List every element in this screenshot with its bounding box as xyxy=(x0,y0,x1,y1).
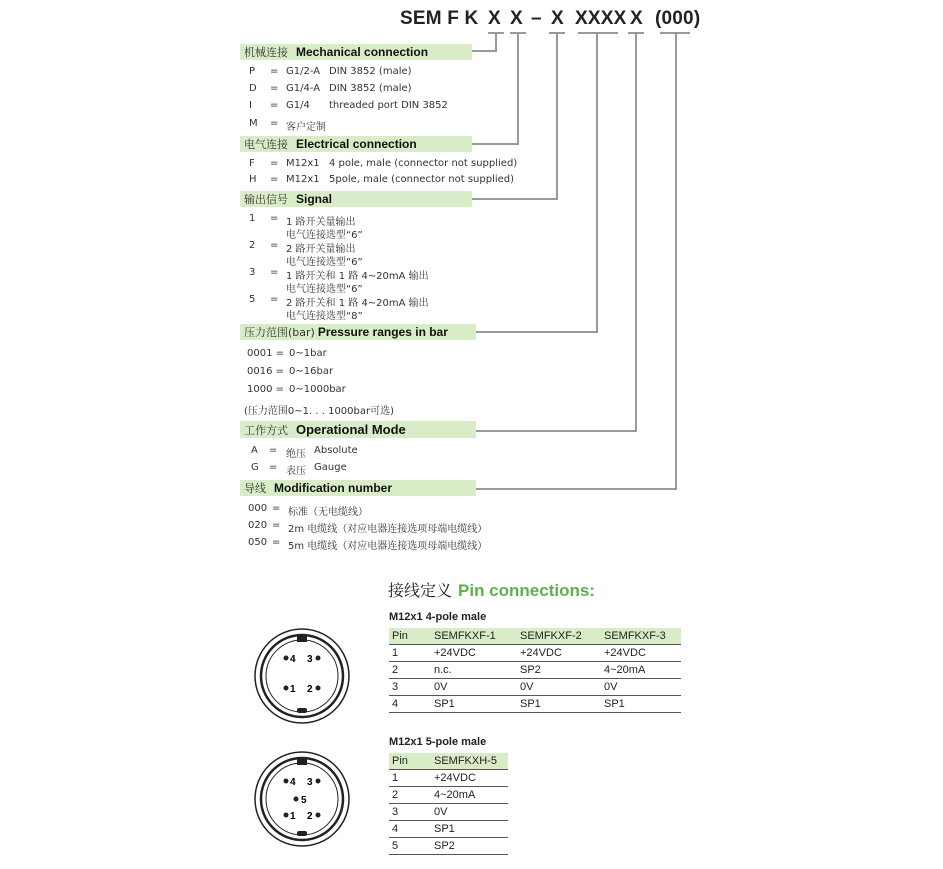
equals-sign: = xyxy=(270,66,279,77)
table-cell: 0V xyxy=(431,679,517,696)
pin-label: 5 xyxy=(301,795,307,806)
section-title-cn: 导线 xyxy=(244,482,266,495)
option-value: 0~1000bar xyxy=(289,384,346,395)
table-row xyxy=(389,838,508,855)
table-row xyxy=(389,787,508,804)
equals-sign: = xyxy=(270,158,279,169)
option-value: 客户定制 xyxy=(286,122,326,133)
option-code: 020 xyxy=(248,520,268,531)
table-cell: 4 xyxy=(389,696,431,713)
section-title-cn: 电气连接 xyxy=(244,138,288,151)
order-code-electrical: X xyxy=(510,8,523,29)
section-title-en: Mechanical connection xyxy=(296,45,429,59)
pin-label: 4 xyxy=(290,777,296,788)
option-description: Absolute xyxy=(314,445,358,456)
table-cell: SP1 xyxy=(517,696,601,713)
option-code: 0016 = xyxy=(247,366,285,377)
option-description: Gauge xyxy=(314,462,347,473)
section-title-en: Operational Mode xyxy=(296,422,406,437)
option-value: 1 路开关量输出 xyxy=(286,217,356,228)
option-description: 5pole, male (connector not supplied) xyxy=(329,174,515,185)
section-title-cn: 压力范围(bar) xyxy=(244,326,315,339)
section-title-cn: 工作方式 xyxy=(244,424,288,437)
pin-label: 2 xyxy=(307,811,313,822)
table-row xyxy=(389,645,681,662)
order-code-prefix: SEM F K xyxy=(400,8,479,29)
table-row xyxy=(389,696,681,713)
table-row xyxy=(389,770,508,787)
table4-subtitle: M12x1 4-pole male xyxy=(389,611,487,623)
option-value: 2 路开关量输出 xyxy=(286,244,356,255)
equals-sign: = xyxy=(270,83,279,94)
section-title-en: Signal xyxy=(296,192,333,206)
pin-connections-title xyxy=(388,578,595,601)
pressure-note: (压力范围0~1. . . 1000bar可选) xyxy=(244,406,395,417)
order-code-dash: – xyxy=(531,8,542,29)
table-cell: +24VDC xyxy=(601,645,681,662)
table-cell: +24VDC xyxy=(517,645,601,662)
option-value: 0~1bar xyxy=(289,348,327,359)
option-code: 3 xyxy=(249,267,256,278)
section-header-pressure xyxy=(240,324,476,340)
table-header-row xyxy=(389,628,681,645)
option-value: G1/2-A xyxy=(286,66,321,77)
table-cell: 2 xyxy=(389,787,431,804)
option-code: D xyxy=(249,83,257,94)
table-cell: 4~20mA xyxy=(601,662,681,679)
table-cell: +24VDC xyxy=(431,645,517,662)
table-row xyxy=(389,662,681,679)
order-code-mode: X xyxy=(630,8,643,29)
equals-sign: = xyxy=(270,118,279,129)
section-title-en: Pressure ranges in bar xyxy=(317,325,448,339)
table-cell: 0V xyxy=(431,804,508,821)
order-code-mechanical: X xyxy=(488,8,501,29)
equals-sign: = xyxy=(270,213,279,224)
option-description: 电气连接选型“6” xyxy=(286,230,363,241)
option-code: F xyxy=(249,158,255,169)
equals-sign: = xyxy=(269,445,278,456)
table-cell: SP2 xyxy=(517,662,601,679)
table-header: SEMFKXF-3 xyxy=(601,628,681,645)
option-code: 000 xyxy=(248,503,268,514)
option-value: G1/4 xyxy=(286,100,310,111)
option-code: 050 xyxy=(248,537,268,548)
option-description: 电气连接选型“6” xyxy=(286,257,363,268)
table-cell: 5 xyxy=(389,838,431,855)
table-cell: 0V xyxy=(517,679,601,696)
option-code: H xyxy=(249,174,257,185)
option-value: 标准（无电缆线） xyxy=(288,507,368,518)
equals-sign: = xyxy=(269,462,278,473)
option-value: 表压 xyxy=(286,466,306,477)
table-row xyxy=(389,679,681,696)
option-code: 1000 = xyxy=(247,384,285,395)
section-header-signal xyxy=(240,191,472,207)
table-cell: 1 xyxy=(389,770,431,787)
equals-sign: = xyxy=(272,520,281,531)
option-code: M xyxy=(249,118,258,129)
table-row xyxy=(389,821,508,838)
table-cell: SP1 xyxy=(431,821,508,838)
table-cell: 3 xyxy=(389,804,431,821)
option-description: 电气连接选型“6” xyxy=(286,284,363,295)
table-header: SEMFKXH-5 xyxy=(431,753,508,770)
table-cell: 1 xyxy=(389,645,431,662)
option-description: 电气连接选型“8” xyxy=(286,311,363,322)
order-code-pressure: XXXX xyxy=(575,8,627,29)
equals-sign: = xyxy=(270,267,279,278)
option-description: DIN 3852 (male) xyxy=(329,83,412,94)
section-title-cn: 机械连接 xyxy=(244,46,288,59)
option-code: 1 xyxy=(249,213,256,224)
pin-table-5pole xyxy=(389,753,508,855)
table-cell: +24VDC xyxy=(431,770,508,787)
pin-label: 1 xyxy=(290,811,296,822)
section-title-en: Electrical connection xyxy=(296,137,417,151)
section-header-mechanical xyxy=(240,44,472,60)
table-cell: SP2 xyxy=(431,838,508,855)
option-value: M12x1 xyxy=(286,158,320,169)
option-value: M12x1 xyxy=(286,174,320,185)
table-cell: 3 xyxy=(389,679,431,696)
option-description: threaded port DIN 3852 xyxy=(329,100,448,111)
section-title-en: Modification number xyxy=(274,481,392,495)
pin-label: 3 xyxy=(307,654,313,665)
table-header-row xyxy=(389,753,508,770)
table-cell: 4 xyxy=(389,821,431,838)
pin-label: 2 xyxy=(307,684,313,695)
option-value: 绝压 xyxy=(286,449,306,460)
section-header-mode xyxy=(240,421,476,438)
order-code-signal: X xyxy=(551,8,564,29)
table-cell: 0V xyxy=(601,679,681,696)
option-code: G xyxy=(251,462,259,473)
option-value: 0~16bar xyxy=(289,366,334,377)
table-cell: SP1 xyxy=(601,696,681,713)
equals-sign: = xyxy=(270,100,279,111)
order-code-modification: (000) xyxy=(655,8,701,29)
table-header: SEMFKXF-2 xyxy=(517,628,601,645)
pin-table-4pole xyxy=(389,628,681,713)
option-code: I xyxy=(249,100,252,111)
pin-connections-title-cn: 接线定义 xyxy=(388,583,453,600)
equals-sign: = xyxy=(270,294,279,305)
option-code: 2 xyxy=(249,240,256,251)
option-code: P xyxy=(249,66,256,77)
option-description: DIN 3852 (male) xyxy=(329,66,412,77)
pin-label: 1 xyxy=(290,684,296,695)
pin-label: 3 xyxy=(307,777,313,788)
section-header-modification xyxy=(240,480,476,496)
equals-sign: = xyxy=(270,174,279,185)
option-description: 4 pole, male (connector not supplied) xyxy=(329,158,518,169)
table-cell: 2 xyxy=(389,662,431,679)
connector-4pole-diagram xyxy=(252,626,352,726)
equals-sign: = xyxy=(272,503,281,514)
table-cell: SP1 xyxy=(431,696,517,713)
table-header: SEMFKXF-1 xyxy=(431,628,517,645)
option-value: 1 路开关和 1 路 4~20mA 输出 xyxy=(286,271,429,282)
option-value: 2 路开关和 1 路 4~20mA 输出 xyxy=(286,298,429,309)
pin-connections-title-en: Pin connections: xyxy=(458,581,595,600)
option-code: 0001 = xyxy=(247,348,285,359)
table-cell: n.c. xyxy=(431,662,517,679)
equals-sign: = xyxy=(270,240,279,251)
pin-label: 4 xyxy=(290,654,296,665)
table-cell: 4~20mA xyxy=(431,787,508,804)
option-value: 2m 电缆线（对应电器连接选项母端电缆线） xyxy=(288,524,488,535)
table-header: Pin xyxy=(389,628,431,645)
table5-subtitle: M12x1 5-pole male xyxy=(389,736,487,748)
option-code: 5 xyxy=(249,294,256,305)
section-header-electrical xyxy=(240,136,472,152)
table-header: Pin xyxy=(389,753,431,770)
option-value: 5m 电缆线（对应电器连接选项母端电缆线） xyxy=(288,541,488,552)
option-value: G1/4-A xyxy=(286,83,321,94)
connector-5pole-diagram xyxy=(252,749,352,849)
table-row xyxy=(389,804,508,821)
option-code: A xyxy=(251,445,258,456)
section-title-cn: 输出信号 xyxy=(244,193,288,206)
equals-sign: = xyxy=(272,537,281,548)
